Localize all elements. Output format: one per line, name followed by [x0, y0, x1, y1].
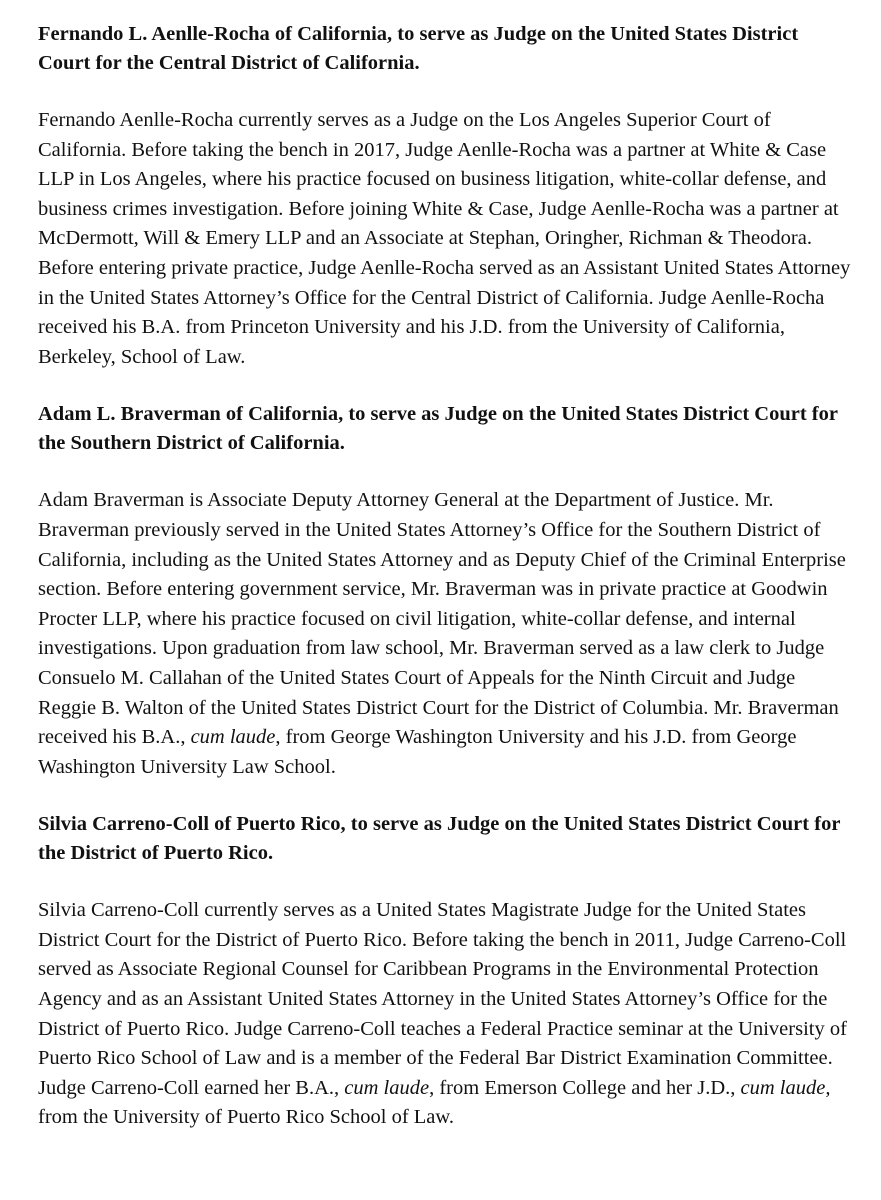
- bio-text-italic: cum laude: [344, 1076, 430, 1099]
- nominee-section: [38, 400, 853, 782]
- nominee-bio: [38, 486, 853, 782]
- bio-text: from the University of Puerto Rico School of Law.: [38, 1106, 454, 1129]
- bio-text-italic: cum laude,: [740, 1076, 831, 1099]
- bio-text: Silvia Carreno-Coll currently serves as a United States Magistrate Judge for the United States District Court for the District of Puerto Rico. Before taking the bench in 2011, Judge Carreno-Coll served as Associate Regional Counsel for Caribbean Programs in the Environmental Protection Agency and as an Assistant United States Attorney in the United States Attorney’s Office for the District of Puerto Rico. Judge Carreno-Coll teaches a Federal Practice seminar at the University of Puerto Rico School of Law and is a member of the Federal Bar District Examination Committee. Judge Carreno-Coll earned her B.A.,: [38, 899, 847, 1099]
- bio-text: Fernando Aenlle-Rocha currently serves as a Judge on the Los Angeles Superior Court of California. Before taking the bench in 2017, Judge Aenlle-Rocha was a partner at White & Case LLP in Los Angeles, where his practice focused on business litigation, white-collar defense, and business crimes investigation. Before joining White & Case, Judge Aenlle-Rocha was a partner at McDermott, Will & Emery LLP and an Associate at Stephan, Oringher, Richman & Theodora. Before entering private practice, Judge Aenlle-Rocha served as an Assistant United States Attorney in the United States Attorney’s Office for the Central District of California. Judge Aenlle-Rocha received his B.A. from Princeton University and his J.D. from the University of California, Berkeley, School of Law.: [38, 109, 851, 368]
- nominee-section: [38, 810, 853, 1133]
- bio-text-italic: cum laude: [190, 726, 276, 749]
- nominee-bio: [38, 106, 853, 372]
- nominee-heading: Adam L. Braverman of California, to serve as Judge on the United States District Court for the Southern District of California.: [38, 403, 838, 455]
- bio-text: , from George Washington University and his J.D. from George Washington University Law School.: [38, 726, 797, 778]
- nominee-heading: Fernando L. Aenlle-Rocha of California, to serve as Judge on the United States District Court for the Central District of California.: [38, 23, 799, 74]
- bio-text: Adam Braverman is Associate Deputy Attorney General at the Department of Justice. Mr. Braverman previously served in the United States Attorney’s Office for the Southern District of California, including as the United States Attorney and as Deputy Chief of the Criminal Enterprise section. Before entering government service, Mr. Braverman was in private practice at Goodwin Procter LLP, where his practice focused on civil litigation, white-collar defense, and internal investigations. Upon graduation from law school, Mr. Braverman served as a law clerk to Judge Consuelo M. Callahan of the United States Court of Appeals for the Ninth Circuit and Judge Reggie B. Walton of the United States District Court for the District of Columbia. Mr. Braverman received his B.A.,: [38, 489, 846, 749]
- nominee-bio: [38, 896, 853, 1133]
- nominee-section: [38, 20, 853, 372]
- nominee-heading: Silvia Carreno-Coll of Puerto Rico, to serve as Judge on the United States District Court for the District of Puerto Rico.: [38, 813, 841, 865]
- bio-text: , from Emerson College and her J.D.,: [429, 1076, 741, 1099]
